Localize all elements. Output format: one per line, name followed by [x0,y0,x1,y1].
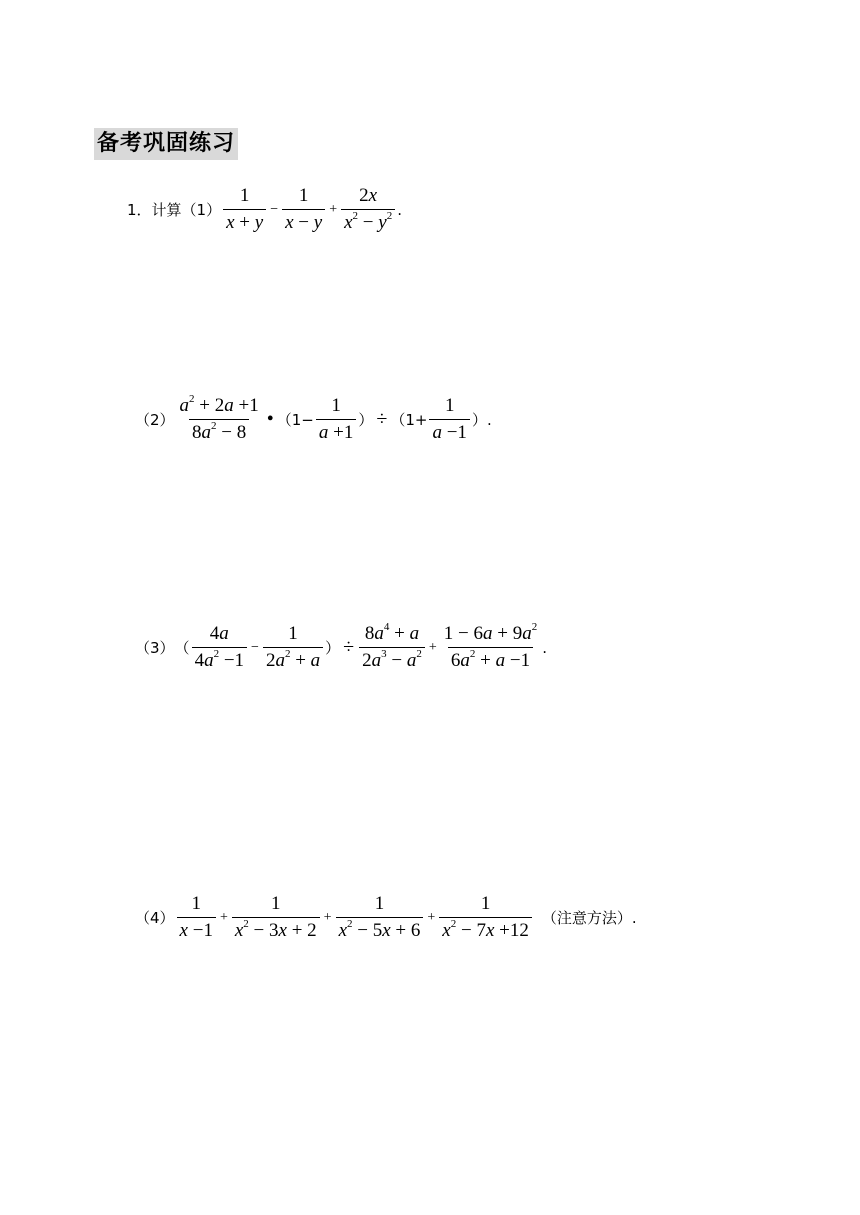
problem-3 [135,621,547,671]
divide-sign: ÷ [343,636,355,658]
fraction: $\frac{4a}{4a^2 -1}$ [192,624,247,671]
fraction: $\frac{1}{x^2 - 5x + 6}$ [336,894,424,941]
paren-open: （1− [276,411,314,429]
paren-close: ） [358,411,374,429]
problem-1 [127,186,402,233]
fraction: $\frac{a^2 + 2a +1}{8a^2 - 8}$ [179,393,259,443]
period: . [397,200,402,219]
period: . [542,638,547,657]
fraction: $\frac{1 - 6a + 9a^2}{6a^2 + a -1}$ [443,621,538,671]
plus-sign: + [219,909,228,925]
problem-3-label: （3） [135,639,175,657]
problem-1-label: 1．计算（1） [127,201,222,219]
plus-sign: + [427,909,436,925]
paren-open: （ [174,639,190,657]
fraction: $\frac{2x}{x^2 - y^2}$ [341,186,395,233]
fraction: $\frac{1}{x^2 - 7x +12}$ [439,894,532,941]
problem-2-label: （2） [135,411,175,429]
fraction: $\frac{1}{2a^2 + a}$ [263,624,323,671]
minus-sign: − [251,639,259,655]
paren-close: ） [325,639,341,657]
section-heading: 备考巩固练习 [94,128,238,160]
problem-2 [135,393,492,443]
fraction: $\frac{1}{x -1}$ [177,894,216,941]
multiply-dot: • [266,408,274,430]
divide-sign: ÷ [376,408,388,430]
problem-4-label: （4） [135,909,175,927]
paren-close-period: ）. [471,411,492,429]
fraction: $\frac{1}{x + y}$ [223,186,266,233]
plus-sign: + [428,639,437,655]
fraction: $\frac{8a^4 + a}{2a^3 - a^2}$ [359,624,425,671]
plus-sign: + [329,201,338,217]
fraction: $\frac{1}{x - y}$ [282,186,325,233]
fraction: $\frac{1}{a -1}$ [429,396,469,443]
fraction: $\frac{1}{a +1}$ [316,396,356,443]
minus-sign: − [270,201,279,217]
paren-open: （1+ [390,411,428,429]
plus-sign: + [323,909,332,925]
fraction: $\frac{1}{x^2 - 3x + 2}$ [232,894,320,941]
method-note: （注意方法）. [541,909,637,927]
problem-4 [135,894,637,941]
